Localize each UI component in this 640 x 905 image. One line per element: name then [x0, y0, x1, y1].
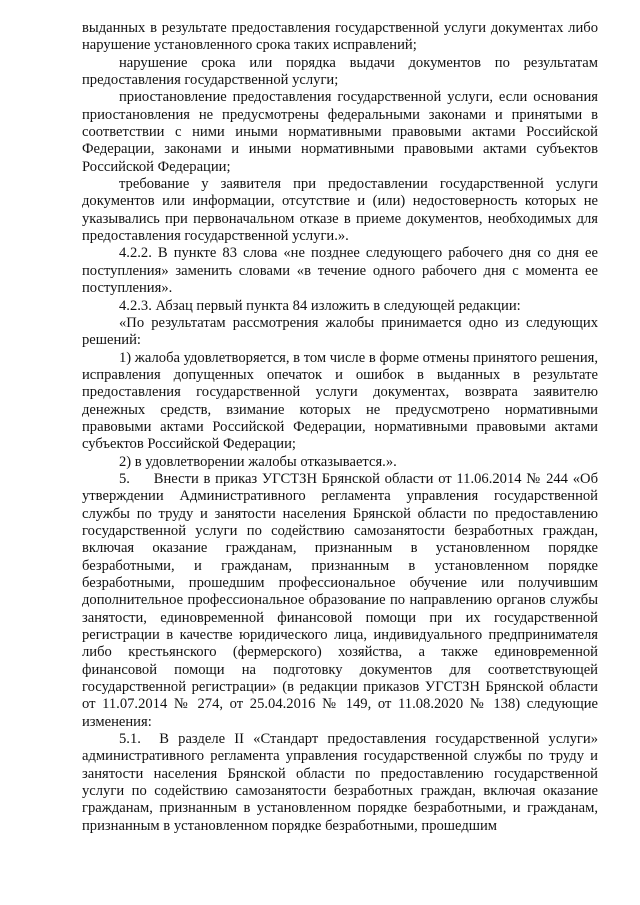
paragraph-5: 4.2.2. В пункте 83 слова «не позднее следующего рабочего дня со дня ее поступления» заменить словами «в течение одного рабочего дня с момента ее поступления».	[82, 245, 598, 297]
paragraph-9: 2) в удовлетворении жалобы отказывается.».	[119, 453, 397, 470]
paragraph-10: 5. Внести в приказ УГСТЗН Брянской области от 11.06.2014 № 244 «Об утверждении Административного регламента управления государственной службы по труду и занятости населения Брянской области по предоставлению государственной услуги по содействию самозанятости безработных граждан, включая оказание гражданам, признанным в установленном порядке безработными, и гражданам, признанным в установленном порядке безработными, прошедшим профессиональное обучение или получившим дополнительное профессиональное образование по направлению органов службы занятости, единовременной финансовой помощи при их государственной регистрации в качестве юридического лица, индивидуального предпринимателя либо крестьянского (фермерского) хозяйства, а также единовременной финансовой помощи на подготовку документов для соответствующей государственной регистрации» (в редакции приказов УГСТЗН Брянской области от 11.07.2014 № 274, от 25.04.2016 № 149, от 11.08.2020 № 138) следующие изменения:	[82, 470, 602, 730]
paragraph-2: нарушение срока или порядка выдачи документов по результатам предоставления государственной услуги;	[82, 54, 598, 89]
paragraph-4: требование у заявителя при предоставлении государственной услуги документов или информации, отсутствие и (или) недостоверность которых не указывались при первоначальном отказе в приеме документов, необходимых для предоставления государственной услуги.».	[82, 176, 598, 245]
paragraph-7: «По результатам рассмотрения жалобы принимается одно из следующих решений:	[82, 314, 598, 349]
paragraph-8: 1) жалоба удовлетворяется, в том числе в форме отмены принятого решения, исправления допущенных опечаток и ошибок в выданных в результате предоставления государственной услуги документах, возврата заявителю денежных средств, взимание которых не предусмотрено нормативными правовыми актами Российской Федерации, нормативными правовыми актами субъектов Российской Федерации;	[82, 349, 598, 453]
paragraph-1: выданных в результате предоставления государственной услуги документах либо нарушение установленного срока таких исправлений;	[82, 20, 598, 54]
paragraph-3: приостановление предоставления государственной услуги, если основания приостановления не предусмотрены федеральными законами и принятыми в соответствии с ними иными нормативными правовыми актами Российской Федерации, законами и иными нормативными правовыми актами субъектов Российской Федерации;	[82, 89, 598, 175]
paragraph-6: 4.2.3. Абзац первый пункта 84 изложить в следующей редакции:	[119, 297, 521, 314]
paragraph-11: 5.1. В разделе II «Стандарт предоставления государственной услуги» административного регламента управления государственной службы по труду и занятости населения Брянской области по предоставлению государственной услуги по содействию самозанятости безработных граждан, включая оказание гражданам, признанным в установленном порядке безработными, и гражданам, признанным в установленном порядке безработными, прошедшим	[82, 731, 602, 834]
